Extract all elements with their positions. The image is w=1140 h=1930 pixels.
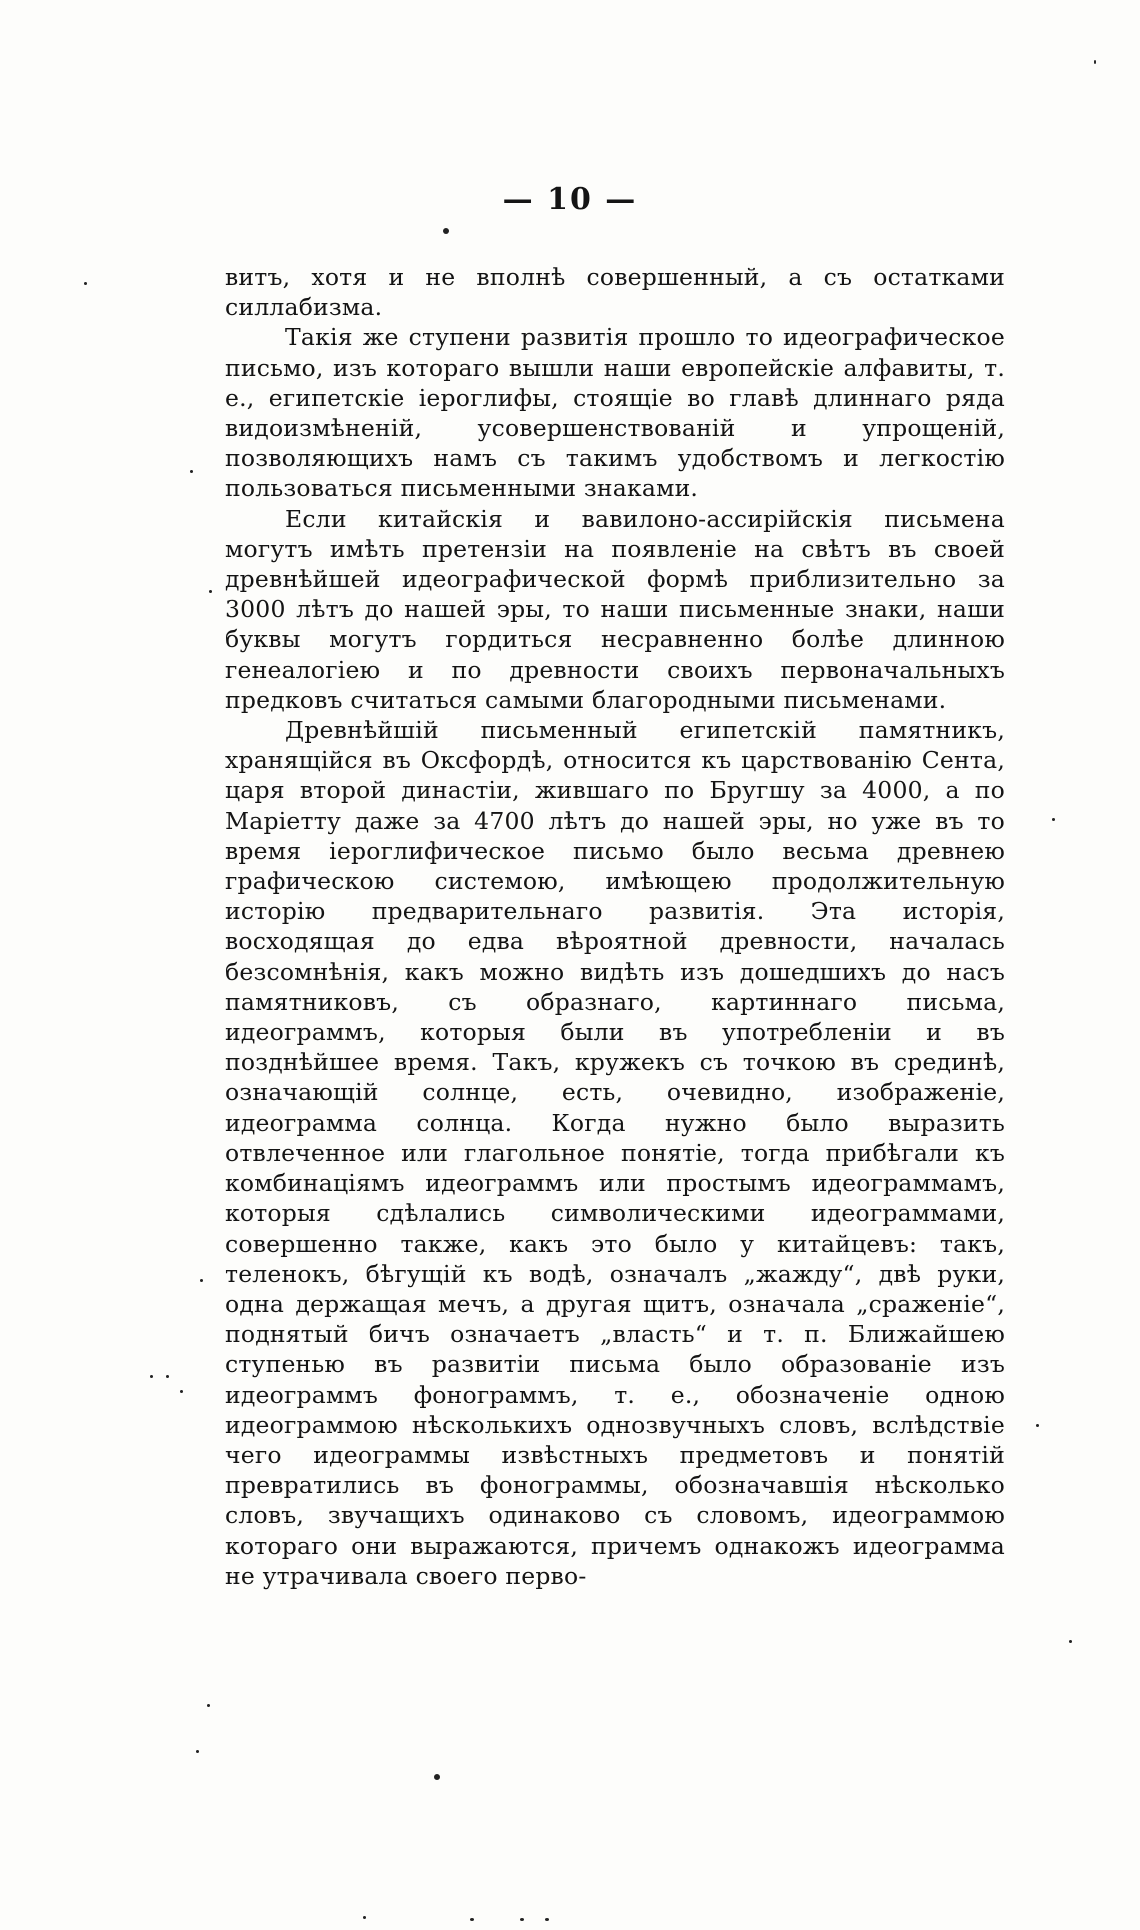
scan-speck	[196, 1750, 199, 1753]
paragraph-continuation: витъ, хотя и не вполнѣ совершенный, а съ остатками силлабизма.	[225, 263, 1005, 322]
scan-speck	[207, 1704, 210, 1707]
paragraph: Древнѣйшій письменный египетскій памятникъ, хранящійся въ Оксфордѣ, относится къ царствованію Сента, царя второй династіи, жившаго по Бругшу за 4000, а по Маріетту даже за 4700 лѣтъ до нашей эры, но уже въ то время іероглифическое письмо было весьма древнею графическою системою, имѣющею продолжительную исторію предварительнаго развитія. Эта исторія, восходящая до едва вѣроятной древности, началась безсомнѣнія, какъ можно видѣть изъ дошедшихъ до насъ памятниковъ, съ образнаго, картиннаго письма, идеограммъ, которыя были въ употребленіи и въ позднѣйшее время. Такъ, кружекъ съ точкою въ срединѣ, означающій солнце, есть, очевидно, изображеніе, идеограмма солнца. Когда нужно было выразить отвлеченное или глагольное понятіе, тогда прибѣгали къ комбинаціямъ идеограммъ или простымъ идеограммамъ, которыя сдѣлались символическими идеограммами, совершенно также, какъ это было у китайцевъ: такъ, теленокъ, бѣгущій къ водѣ, означалъ „жажду“, двѣ руки, одна держащая мечъ, а другая щитъ, означала „сраженіе“, поднятый бичъ означаетъ „власть“ и т. п. Ближайшею ступенью въ развитіи письма было образованіе изъ идеограммъ фонограммъ, т. е., обозначеніе одною идеограммою нѣсколькихъ однозвучныхъ словъ, вслѣдствіе чего идеограммы извѣстныхъ предметовъ и понятій превратились въ фонограммы, обозначавшія нѣсколько словъ, звучащихъ одинаково съ словомъ, идеограммою котораго они выражаются, причемъ однакожъ идеограмма не утрачивала своего перво-	[225, 716, 1005, 1590]
scan-speck	[443, 228, 449, 234]
scan-speck	[1036, 1424, 1039, 1427]
paragraph: Если китайскія и вавилоно-ассирійскія письмена могутъ имѣть претензіи на появленіе на свѣтъ въ своей древнѣйшей идеографической формѣ приблизительно за 3000 лѣтъ до нашей эры, то наши письменные знаки, наши буквы могутъ гордиться несравненно болѣе длинною генеалогіею и по древности своихъ первоначальныхъ предковъ считаться самыми благородными письменами.	[225, 504, 1005, 714]
scan-speck	[1094, 60, 1096, 64]
scan-speck	[84, 282, 87, 285]
page-number: — 10 —	[502, 182, 638, 217]
body-text	[225, 262, 1005, 1591]
scan-speck	[150, 1375, 153, 1378]
scan-speck	[434, 1774, 440, 1780]
scan-speck	[166, 1375, 169, 1378]
scan-speck	[200, 1279, 203, 1282]
scan-speck	[209, 590, 212, 593]
scan-speck	[470, 1918, 474, 1921]
scan-speck	[545, 1918, 549, 1921]
scan-speck	[180, 1390, 183, 1393]
paragraph: Такія же ступени развитія прошло то идеографическое письмо, изъ котораго вышли наши европейскіе алфавиты, т. е., египетскіе іероглифы, стоящіе во главѣ длиннаго ряда видоизмѣненій, усовершенствованій и упрощеній, позволяющихъ намъ съ такимъ удобствомъ и легкостію пользоваться письменными знаками.	[225, 323, 1005, 503]
scan-speck	[190, 470, 193, 473]
scan-speck	[363, 1916, 366, 1919]
scan-speck	[520, 1918, 524, 1921]
scan-speck	[1069, 1640, 1072, 1643]
scan-speck	[1052, 818, 1055, 821]
